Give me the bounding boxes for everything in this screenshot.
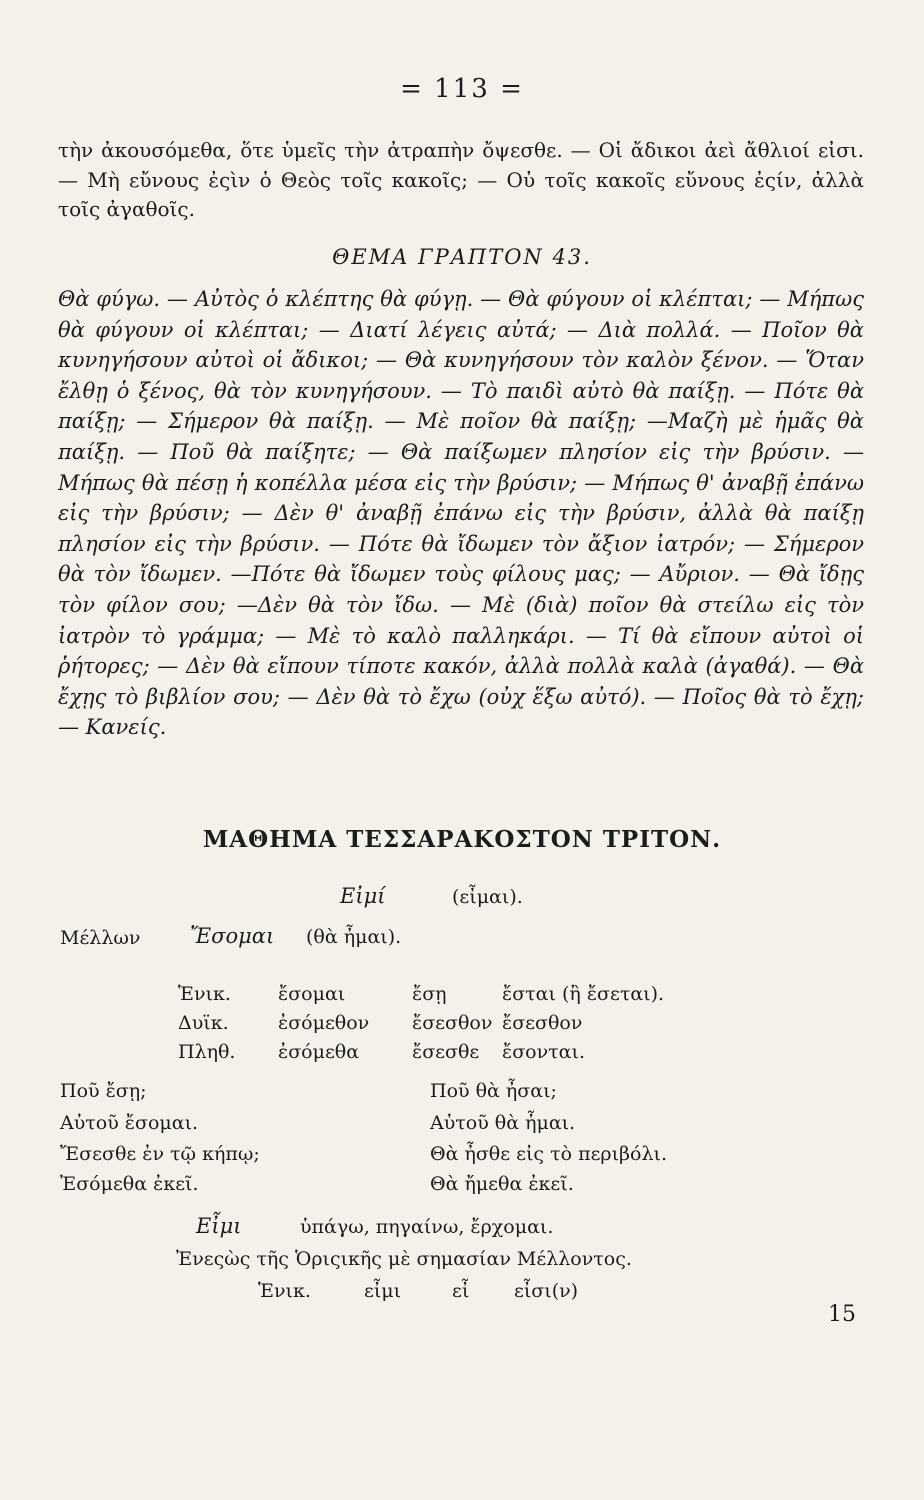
- section-title: ΘΕΜΑ ΓΡΑΠΤΟΝ 43.: [332, 245, 592, 269]
- example-left: Ποῦ ἔσῃ;: [60, 1080, 147, 1102]
- conj-plural-first: ἐσόμεθα: [278, 1041, 360, 1063]
- example-left: Ἐσόμεθα ἐκεῖ.: [60, 1173, 199, 1195]
- eimi-meaning: ὑπάγω, πηγαίνω, ἔρχομαι.: [300, 1216, 554, 1238]
- conj-dual-first: ἐσόμεθον: [278, 1012, 370, 1034]
- present-heading: Ἐνεςὼς τῆς Ὁριςικῆς μὲ σημασίαν Μέλλοντος.: [176, 1248, 632, 1270]
- lesson-title: ΜΑΘΗΜΑ ΤΕΣΣΑΡΑΚΟΣΤΟΝ ΤΡΙΤΟΝ.: [202, 826, 722, 853]
- present-third: εἶσι(ν): [514, 1280, 579, 1302]
- top-paragraph: τὴν ἀκουσόμεθα, ὅτε ὑμεῖς τὴν ἀτραπὴν ὄψεσθε. — Οἱ ἄδικοι ἀεὶ ἄθλιοί εἰσι. — Μὴ εὔνους ἐςὶν ὁ Θεὸς τοῖς κακοῖς; — Οὐ τοῖς κακοῖς εὔνους ἐςίν, ἀλλὰ τοῖς ἀγαθοῖς.: [58, 138, 864, 221]
- conj-sing-third: ἔσται (ἢ ἔσεται).: [502, 983, 665, 1005]
- conj-label-dual: Δυϊκ.: [178, 1012, 229, 1034]
- future-modern: (θὰ ἦμαι).: [306, 926, 402, 948]
- future-label: Μέλλων: [60, 927, 141, 949]
- example-left: Ἔσεσθε ἐν τῷ κήπῳ;: [60, 1143, 260, 1165]
- eimi-word: Εἶμι: [196, 1214, 242, 1238]
- page-number: = 113 =: [400, 74, 524, 104]
- verb-ancient: Εἰμί: [340, 884, 386, 908]
- future-ancient: Ἔσομαι: [190, 924, 275, 948]
- verb-modern: (εἶμαι).: [452, 886, 523, 908]
- example-right: Αὐτοῦ θὰ ἦμαι.: [430, 1112, 576, 1134]
- conj-sing-first: ἔσομαι: [278, 983, 346, 1005]
- exercise-text: Θὰ φύγω. — Αὐτὸς ὁ κλέπτης θὰ φύγῃ. — Θὰ φύγουν οἱ κλέπται; — Μήπως θὰ φύγουν οἱ κλέπται; — Διατί λέγεις αὐτά; — Διὰ πολλά. — Ποῖον θὰ κυνηγήσουν αὐτοὶ οἱ ἄδικοι; — Θὰ κυνηγήσουν τὸν καλὸν ξένον. — Ὅταν ἔλθῃ ὁ ξένος, θὰ τὸν κυνηγήσουν. — Τὸ παιδὶ αὐτὸ θὰ παίξῃ. — Πότε θὰ παίξῃ; — Σήμερον θὰ παίξῃ. — Μὲ ποῖον θὰ παίξῃ; —Μαζὴ μὲ ἡμᾶς θὰ παίξῃ. — Ποῦ θὰ παίξητε; — Θὰ παίξωμεν πλησίον εἰς τὴν βρύσιν. — Μήπως θὰ πέσῃ ἡ κοπέλλα μέσα εἰς τὴν βρύσιν; — Μήπως θ' ἀναβῇ ἐπάνω εἰς τὴν βρύσιν; — Δὲν θ' ἀναβῇ ἐπάνω εἰς τὴν βρύσιν, ἀλλὰ θὰ παίξῃ πλησίον εἰς τὴν βρύσιν. — Πότε θὰ ἴδωμεν τὸν ἄξιον ἰατρόν; — Σήμερον θὰ τὸν ἴδωμεν. —Πότε θὰ ἴδωμεν τοὺς φίλους μας; — Αὔριον. — Θὰ ἴδῃς τὸν φίλον σου; —Δὲν θὰ τὸν ἴδω. — Μὲ (διὰ) ποῖον θὰ στείλω εἰς τὸν ἰατρὸν τὸ γράμμα; — Μὲ τὸ καλὸ παλληκάρι. — Τί θὰ εἴπουν αὐτοὶ οἱ ῥήτορες; — Δὲν θὰ εἴπουν τίποτε κακόν, ἀλλὰ πολλὰ καλὰ (ἀγαθά). — Θὰ ἔχῃς τὸ βιβλίον σου; — Δὲν θὰ τὸ ἔχω (οὐχ ἕξω αὐτό). — Ποῖος θὰ τὸ ἔχῃ; — Κανείς.: [58, 287, 864, 740]
- present-second: εἶ: [452, 1280, 470, 1302]
- conj-dual-third: ἔσεσθον: [502, 1012, 583, 1034]
- example-right: Ποῦ θὰ ἦσαι;: [430, 1080, 557, 1102]
- conj-plural-second: ἔσεσθε: [412, 1041, 480, 1063]
- present-first: εἶμι: [364, 1280, 402, 1302]
- conj-label-plural: Πληθ.: [178, 1041, 236, 1063]
- conj-sing-second: ἔσῃ: [412, 983, 447, 1005]
- conj-plural-third: ἔσονται.: [502, 1041, 585, 1063]
- conj-dual-second: ἔσεσθον: [412, 1012, 493, 1034]
- conj-label-sing: Ἑνικ.: [178, 983, 231, 1005]
- example-left: Αὐτοῦ ἔσομαι.: [60, 1112, 199, 1134]
- example-right: Θὰ ἦσθε εἰς τὸ περιβόλι.: [430, 1143, 667, 1165]
- present-label: Ἑνικ.: [258, 1280, 311, 1302]
- signature-number: 15: [828, 1302, 856, 1327]
- example-right: Θὰ ἤμεθα ἐκεῖ.: [430, 1173, 574, 1195]
